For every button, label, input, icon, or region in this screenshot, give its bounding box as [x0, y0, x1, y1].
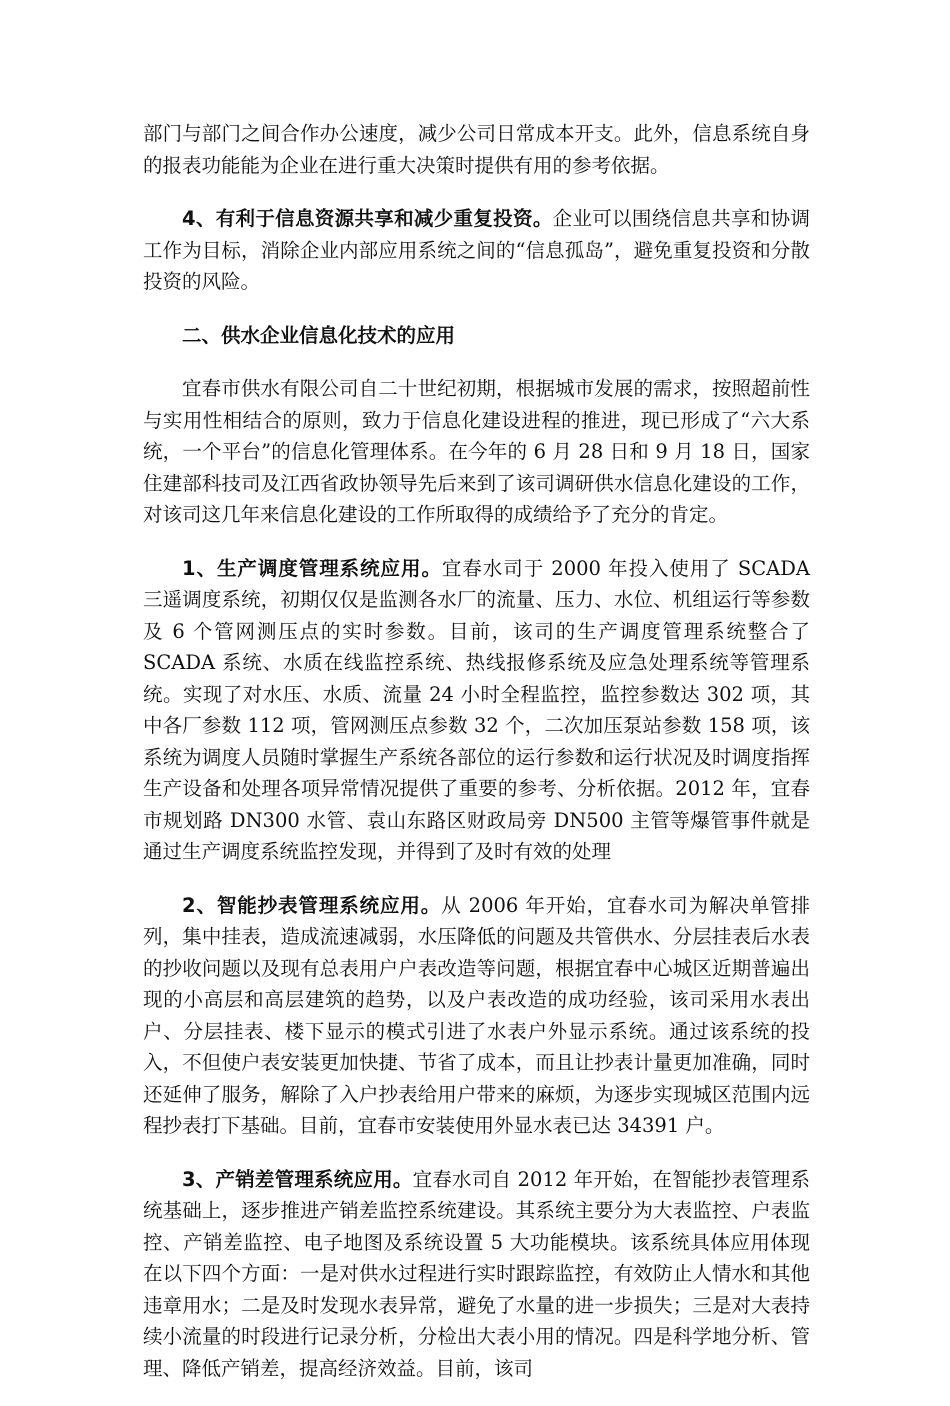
paragraph-item-2	[143, 890, 810, 1142]
paragraph-intro	[143, 373, 810, 531]
paragraph-text: 从 2006 年开始，宜春水司为解决单管排列，集中挂表，造成流速减弱，水压降低的问题及共管供水、分层挂表后水表的抄收问题以及现有总表用户户表改造等问题，根据宜春中心城区近期普遍出现的小高层和高层建筑的趋势，以及户表改造的成功经验，该司采用水表出户、分层挂表、楼下显示的模式引进了水表户外显示系统。通过该系统的投入，不但使户表安装更加快捷、节省了成本，而且让抄表计量更加准确，同时还延伸了服务，解除了入户抄表给用户带来的麻烦，为逐步实现城区范围内远程抄表打下基础。目前，宜春市安装使用外显水表已达 34391 户。	[143, 893, 810, 1137]
paragraph-text: 宜春水司自 2012 年开始，在智能抄表管理系统基础上，逐步推进产销差监控系统建设。其系统主要分为大表监控、户表监控、产销差监控、电子地图及系统设置 5 大功能模块。该系统具体应用体现在以下四个方面：一是对供水过程进行实时跟踪监控，有效防止人情水和其他违章用水；二是及时发现水表异常，避免了水量的进一步损失；三是对大表持续小流量的时段进行记录分析，分检出大表小用的情况。四是科学地分析、管理、降低产销差，提高经济效益。目前，该司	[143, 1167, 810, 1380]
paragraph-heading: 2、智能抄表管理系统应用。	[182, 893, 442, 917]
paragraph-heading: 4、有利于信息资源共享和减少重复投资。	[182, 207, 553, 230]
paragraph-heading: 1、生产调度管理系统应用。	[182, 556, 442, 580]
paragraph-heading: 3、产销差管理系统应用。	[182, 1167, 413, 1191]
paragraph-item-3	[143, 1164, 810, 1385]
document-page	[143, 118, 810, 1406]
paragraph-text: 宜春市供水有限公司自二十世纪初期，根据城市发展的需求，按照超前性与实用性相结合的原则，致力于信息化建设进程的推进，现已形成了“六大系统，一个平台”的信息化管理体系。在今年的 6 月 28 日和 9 月 18 日，国家住建部科技司及江西省政协领导先后来到了该司调研供水信息化建设的工作，对该司这几年来信息化建设的工作所取得的成绩给予了充分的肯定。	[143, 377, 810, 526]
paragraph-text: 企业可以围绕信息共享和协调工作为目标，消除企业内部应用系统之间的“信息孤岛”，避免重复投资和分散投资的风险。	[143, 207, 810, 293]
paragraph-item-4	[143, 203, 810, 298]
section-title: 二、供水企业信息化技术的应用	[182, 323, 456, 347]
paragraph-text: 部门与部门之间合作办公速度，减少公司日常成本开支。此外，信息系统自身的报表功能能为企业在进行重大决策时提供有用的参考依据。	[143, 122, 810, 177]
paragraph-text: 宜春水司于 2000 年投入使用了 SCADA 三遥调度系统，初期仅仅是监测各水厂的流量、压力、水位、机组运行等参数及 6 个管网测压点的实时参数。目前，该司的生产调度管理系统整合了 SCADA 系统、水质在线监控系统、热线报修系统及应急处理系统等管理系统。实现了对水压、水质、流量 24 小时全程监控，监控参数达 302 项，其中各厂参数 112 项，管网测压点参数 32 个，二次加压泵站参数 158 项，该系统为调度人员随时掌握生产系统各部位的运行参数和运行状况及时调度指挥生产设备和处理各项异常情况提供了重要的参考、分析依据。2012 年，宜春市规划路 DN300 水管、袁山东路区财政局旁 DN500 主管等爆管事件就是通过生产调度系统监控发现，并得到了及时有效的处理	[143, 556, 810, 863]
paragraph-continuation	[143, 118, 810, 181]
paragraph-item-1	[143, 553, 810, 868]
